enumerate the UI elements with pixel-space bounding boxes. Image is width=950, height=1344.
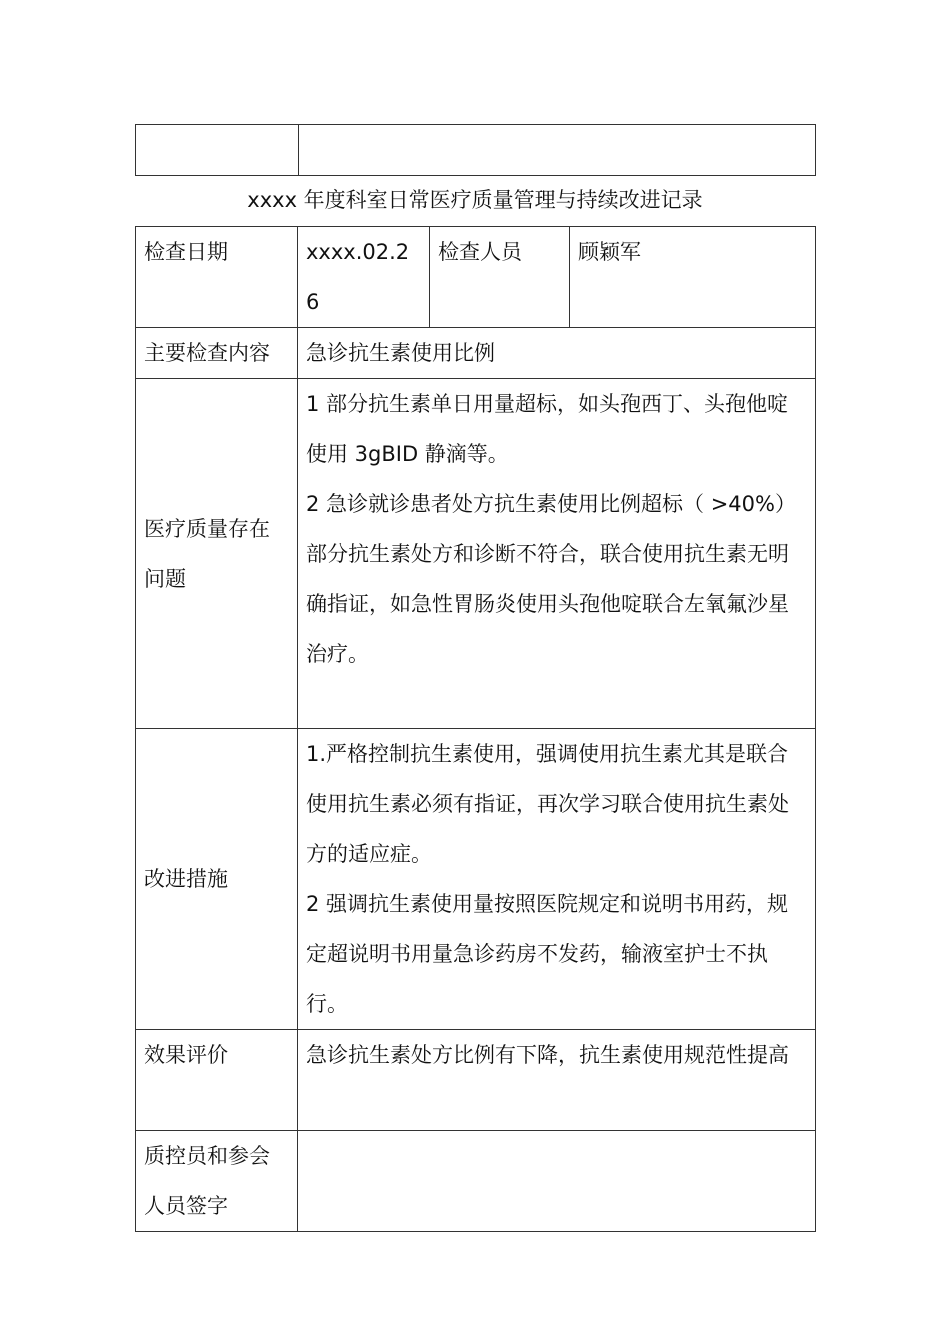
date-label: 检查日期: [136, 227, 298, 328]
signature-value: [298, 1131, 816, 1232]
problem-paragraph: 1 部分抗生素单日用量超标，如头孢西丁、头孢他啶使用 3gBID 静滴等。: [306, 392, 789, 466]
table-row: [136, 125, 816, 176]
date-value: xxxx.02.26: [298, 227, 430, 328]
content-value: 急诊抗生素使用比例: [298, 328, 816, 379]
empty-cell: [136, 125, 299, 176]
record-title: xxxx 年度科室日常医疗质量管理与持续改进记录: [247, 188, 703, 212]
measures-value: [298, 729, 816, 1030]
table-row-content: [136, 328, 816, 379]
measure-paragraph: 1.严格控制抗生素使用，强调使用抗生素尤其是联合使用抗生素必须有指证，再次学习联合使用抗生素处方的适应症。: [306, 742, 789, 866]
problems-value: [298, 379, 816, 729]
table-row-header: [136, 227, 816, 328]
table-row-effect: [136, 1030, 816, 1131]
measures-label: 改进措施: [136, 729, 298, 1030]
signature-label: 质控员和参会人员签字: [136, 1131, 298, 1232]
empty-cell: [299, 125, 816, 176]
table-row-measures: [136, 729, 816, 1030]
quality-record-table: [135, 226, 816, 1232]
content-label: 主要检查内容: [136, 328, 298, 379]
problem-paragraph: 2 急诊就诊患者处方抗生素使用比例超标（ >40%）: [306, 492, 796, 516]
problem-paragraph: 部分抗生素处方和诊断不符合，联合使用抗生素无明确指证，如急性胃肠炎使用头孢他啶联合左氧氟沙星治疗。: [306, 542, 789, 666]
inspector-value: 顾颖军: [570, 227, 816, 328]
problems-label: 医疗质量存在问题: [136, 379, 298, 729]
inspector-label: 检查人员: [430, 227, 570, 328]
effect-label: 效果评价: [136, 1030, 298, 1131]
measure-paragraph: 2 强调抗生素使用量按照医院规定和说明书用药，规定超说明书用量急诊药房不发药，输液室护士不执行。: [306, 892, 789, 1016]
effect-value: 急诊抗生素处方比例有下降，抗生素使用规范性提高: [298, 1030, 816, 1131]
table-row-signature: [136, 1131, 816, 1232]
previous-record-table-tail: [135, 124, 816, 176]
table-row-problems: [136, 379, 816, 729]
